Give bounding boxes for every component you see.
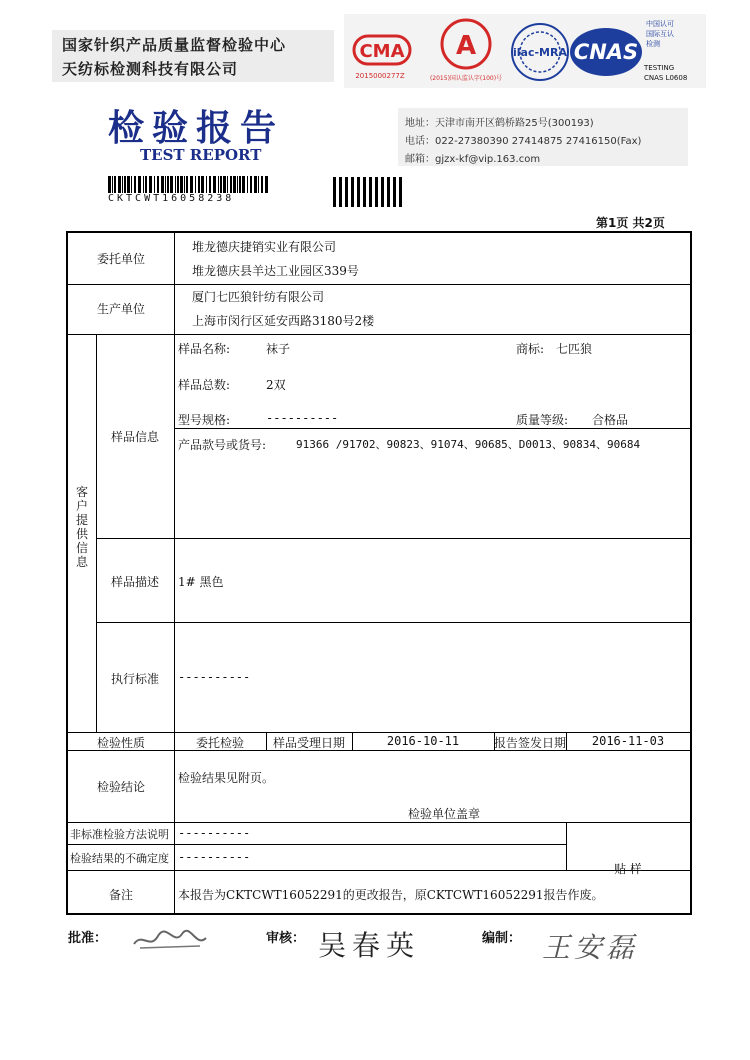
grade-label: 质量等级:: [516, 413, 569, 427]
inspection-type-label: 检验性质: [96, 736, 145, 750]
client-address: 堆龙德庆县羊达工业园区339号: [192, 264, 359, 278]
contact-email: 邮箱：gjzx-kf@vip.163.com: [405, 154, 541, 165]
standard-label: 执行标准: [110, 672, 159, 686]
trademark: 七匹狼: [556, 342, 593, 356]
stamp-text: 检验单位盖章: [408, 807, 481, 821]
standard-value: ----------: [178, 670, 251, 684]
cal-text: (2015)国认监认字(100)号: [429, 75, 503, 82]
cal-logo: [430, 20, 502, 82]
review-label: 审核：: [266, 931, 306, 946]
report-title-cn: 检验报告: [108, 107, 285, 149]
svg-text:CMA: CMA: [359, 41, 405, 62]
receive-date: 2016-10-11: [386, 734, 460, 748]
sample-name-label: 样品名称:: [178, 342, 231, 356]
style-no-label: 产品款号或货号:: [178, 438, 267, 452]
svg-text:TESTING: TESTING: [644, 64, 675, 72]
sample-name: 袜子: [266, 342, 291, 356]
qr-code-icon: [330, 177, 402, 207]
client-name: 堆龙德庆捷销实业有限公司: [192, 240, 337, 254]
inspection-type: 委托检验: [195, 736, 244, 750]
conclusion-text: 检验结果见附页。: [178, 771, 275, 785]
producer-address: 上海市闵行区延安西路3180号2楼: [192, 314, 375, 328]
remarks-text: 本报告为CKTCWT16052291的更改报告，原CKTCWT16052291报告作废。: [178, 888, 604, 902]
nonstandard-value: ----------: [178, 826, 251, 840]
customer-info-label: 客 户 提 供 信 息: [75, 485, 88, 569]
remarks-label: 备注: [108, 888, 133, 902]
cma-code: 2015000277Z: [355, 72, 405, 80]
org-name: 国家针织产品质量监督检验中心: [62, 36, 287, 54]
svg-text:中国认可: 中国认可: [646, 20, 674, 28]
issue-date: 2016-11-03: [591, 734, 665, 748]
nonstandard-label: 非标准检验方法说明: [70, 828, 169, 841]
producer-name: 厦门七匹狼针纺有限公司: [192, 290, 325, 304]
svg-text:国际互认: 国际互认: [646, 30, 674, 38]
report-title-en: TEST REPORT: [140, 146, 262, 164]
certification-logos: [344, 14, 706, 88]
sample-count-label: 样品总数:: [178, 378, 231, 392]
sample-count: 2双: [266, 378, 286, 392]
model-label: 型号规格:: [178, 413, 231, 427]
uncertainty-label: 检验结果的不确定度: [70, 852, 169, 865]
sample-attach-label: 贴 样: [614, 862, 642, 876]
trademark-label: 商标:: [516, 342, 545, 356]
uncertainty-value: ----------: [178, 850, 251, 864]
conclusion-label: 检验结论: [96, 780, 145, 794]
ilac-mra-logo: [512, 24, 568, 80]
certification-logos-graphic: [344, 14, 706, 88]
barcode-icon: [108, 176, 272, 193]
issue-date-label: 报告签发日期: [494, 736, 567, 750]
svg-text:A: A: [455, 31, 477, 61]
approve-signature: [130, 926, 210, 954]
receive-date-label: 样品受理日期: [272, 736, 345, 750]
model-value: ----------: [266, 411, 339, 425]
compile-signature: 王安磊: [542, 931, 639, 964]
svg-text:CNAS: CNAS: [573, 40, 639, 64]
company-name: 天纺标检测科技有限公司: [62, 60, 239, 78]
producer-label: 生产单位: [96, 302, 145, 316]
contact-phone: 电话：022-27380390 27414875 27416150(Fax): [405, 136, 642, 147]
svg-text:检测: 检测: [646, 40, 660, 48]
report-number: CKTCWT16058238: [108, 193, 235, 204]
client-label: 委托单位: [96, 252, 145, 266]
cma-logo: [354, 36, 410, 80]
svg-text:ilac-MRA: ilac-MRA: [513, 46, 567, 59]
sample-desc-label: 样品描述: [110, 575, 159, 589]
style-no-value: 91366 /91702、90823、91074、90685、D0013、90834、90684: [296, 438, 641, 451]
report-table: [66, 231, 692, 915]
svg-text:CNAS L0608: CNAS L0608: [644, 74, 688, 82]
approve-label: 批准：: [68, 931, 108, 946]
cnas-logo: [570, 19, 687, 82]
sample-info-label: 样品信息: [110, 430, 159, 444]
grade-value: 合格品: [592, 413, 629, 427]
contact-address: 地址：天津市南开区鹤桥路25号(300193): [405, 118, 594, 129]
review-signature: 吴春英: [318, 929, 421, 962]
sample-desc: 1# 黑色: [178, 575, 224, 589]
page-number: 第1页 共2页: [596, 216, 665, 230]
compile-label: 编制：: [482, 931, 522, 946]
